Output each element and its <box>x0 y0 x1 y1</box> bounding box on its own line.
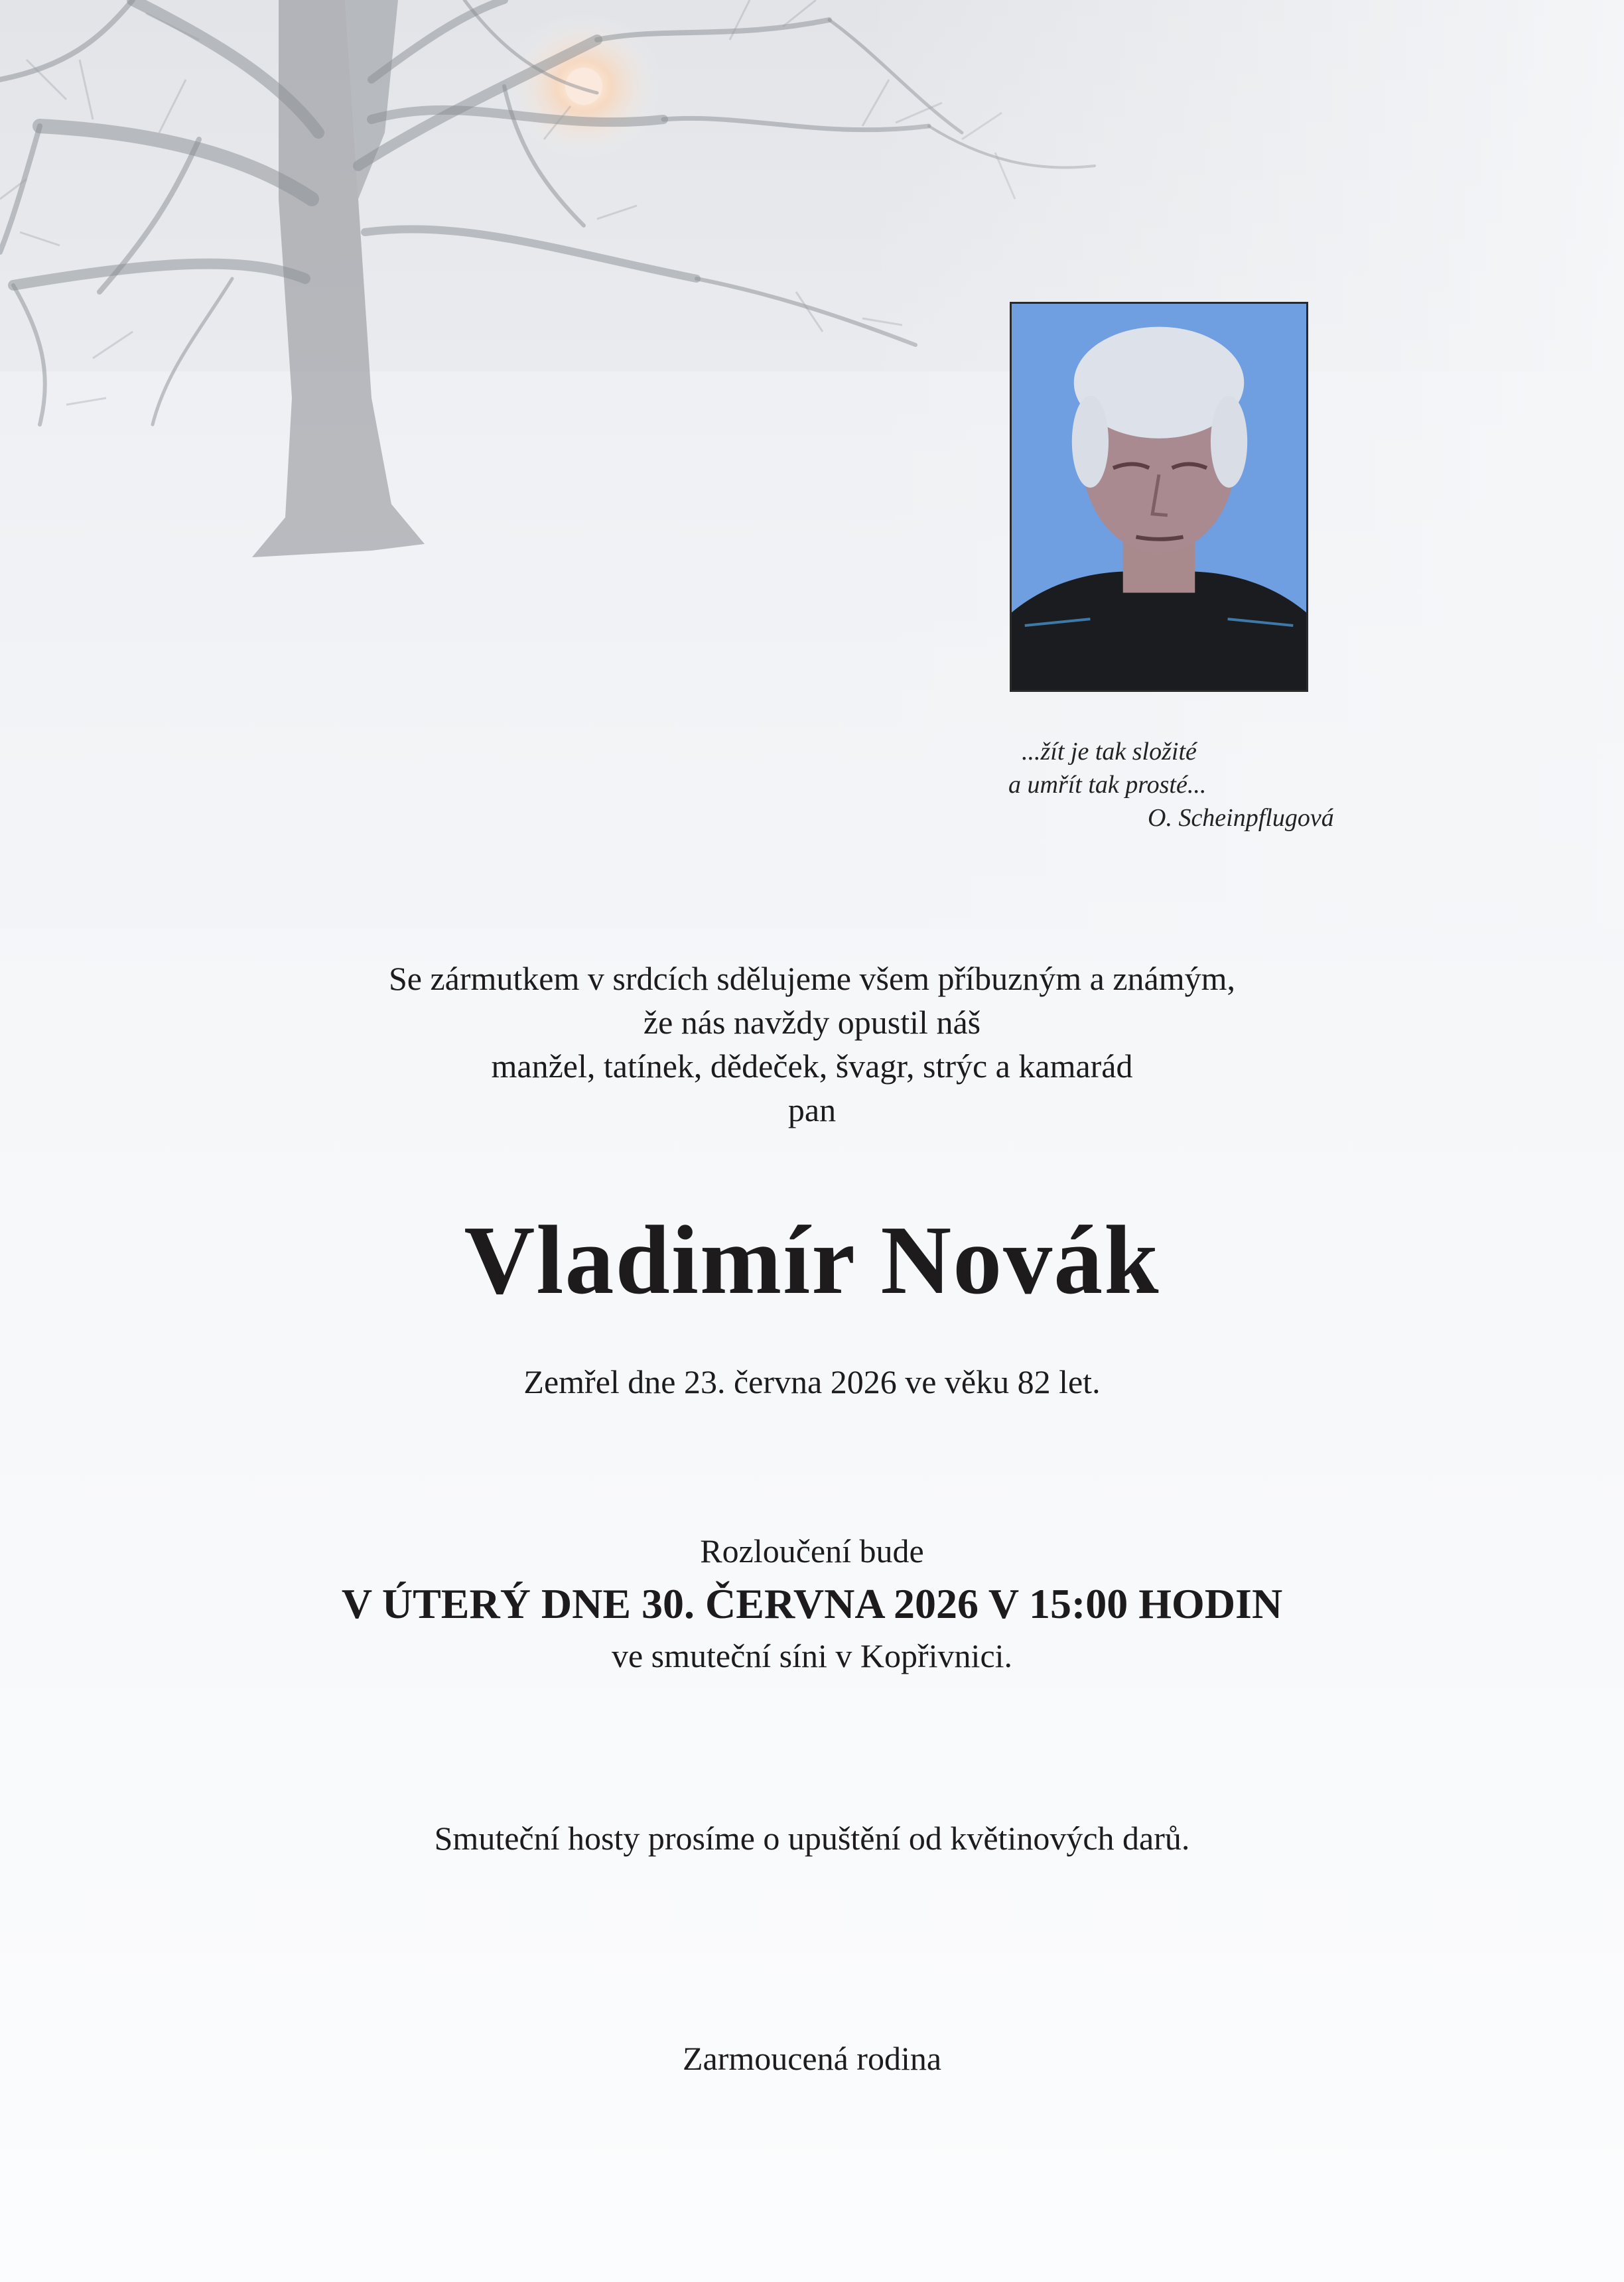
announcement-line-4: pan <box>787 1091 837 1128</box>
quote-author: O. Scheinpflugová <box>1148 804 1334 832</box>
announcement-text <box>0 957 1624 1132</box>
portrait-photo-icon <box>1012 304 1306 690</box>
quote-block <box>1008 735 1380 835</box>
announcement-line-2: že nás navždy opustil náš <box>643 1004 981 1041</box>
quote-line-2: a umřít tak prosté... <box>1008 771 1207 799</box>
flower-request: Smuteční hosty prosíme o upuštění od květinových darů. <box>434 1820 1190 1857</box>
quote-line-1: ...žít je tak složité <box>1022 738 1197 766</box>
announcement-line-3: manžel, tatínek, dědeček, švagr, strýc a kamarád <box>491 1047 1133 1085</box>
portrait-photo <box>1010 302 1308 692</box>
winter-tree-background <box>0 0 1624 929</box>
farewell-datetime: V ÚTERÝ DNE 30. ČERVNA 2026 V 15:00 HODIN <box>341 1580 1283 1627</box>
death-info: Zemřel dne 23. června 2026 ve věku 82 let. <box>523 1363 1101 1400</box>
farewell-lead: Rozloučení bude <box>700 1532 924 1570</box>
farewell-place: ve smuteční síni v Kopřivnici. <box>611 1637 1013 1674</box>
family-signature: Zarmoucená rodina <box>682 2040 942 2077</box>
deceased-name: Vladimír Novák <box>464 1206 1160 1315</box>
announcement-line-1: Se zármutkem v srdcích sdělujeme všem příbuzným a známým, <box>388 960 1236 997</box>
